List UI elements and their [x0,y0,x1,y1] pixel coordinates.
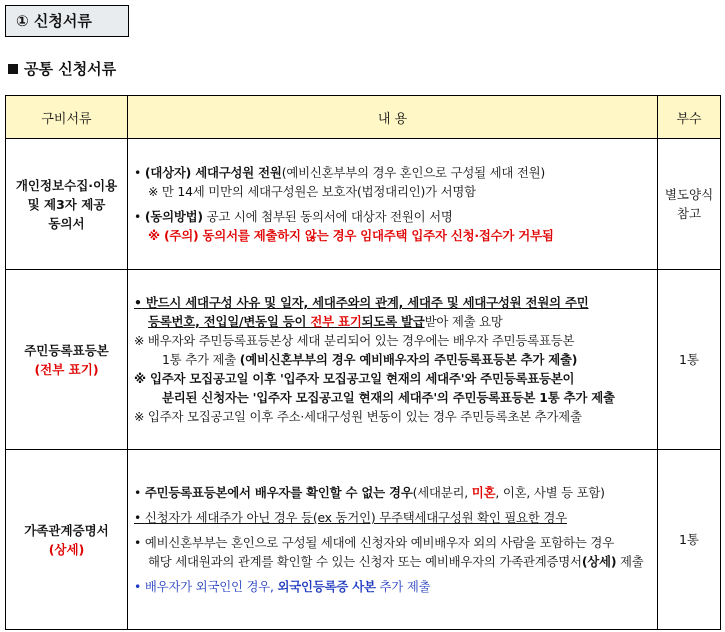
content-bold: 되도록 발급 [361,314,425,329]
doc-name-line: 가족관계증명서 [24,522,109,538]
content-text: 추가 제출 [375,579,431,594]
content-line [134,508,651,527]
bullet: • [134,165,142,180]
doc-name-line: 동의서 [48,215,85,231]
content-note: 분리된 신청자는 '입주자 모집공고일 현재의 세대주'의 주민등록표등본 1통 추가 제출 [162,390,615,405]
content-note: ※ 배우자와 주민등록표등본상 세대 분리되어 있는 경우에는 배우자 주민등록표등본 [134,333,575,348]
content-cell [128,139,658,270]
content-note: ※ 입주자 모집공고일 이후 주소·세대구성원 변동이 있는 경우 주민등록초본 추가제출 [134,409,582,424]
content-line [134,533,651,552]
content-bold: (동의방법) [144,209,203,224]
doc-name-cell [6,450,128,630]
content-line [134,552,651,571]
content-red: 미혼 [471,485,496,500]
bullet: • [134,209,142,224]
content-line [134,312,651,331]
page-title: ① 신청서류 [5,5,129,37]
content-text: 신청자가 세대주가 아닌 경우 등(ex 동거인) 무주택세대구성원 확인 필요한 경우 [144,510,567,525]
bullet: • [134,579,142,594]
count-cell [658,270,721,450]
content-bold: 반드시 세대구성 사유 및 일자, 세대주와의 관계, 세대주 및 세대구성원 전원의 주민 [145,295,589,310]
square-bullet-icon [8,64,18,74]
content-bold: (예비신혼부부의 경우 예비배우자의 주민등록표등본 추가 제출) [239,352,578,367]
content-text: (세대분리, [412,485,472,500]
documents-table [5,95,721,630]
bullet: • [134,295,142,310]
content-line [134,577,651,596]
table-row [6,139,721,270]
doc-name-line: 개인정보수집·이용 [15,177,118,193]
header-content: 내 용 [128,96,658,139]
content-bold: (상세) [581,554,617,569]
content-text: (예비신혼부부의 경우 혼인으로 구성될 세대 전원) [281,165,546,180]
content-bold: (대상자) 세대구성원 전원 [144,165,282,180]
doc-name-line: 주민등록표등본 [24,342,109,358]
content-warning: ※ (주의) 동의서를 제출하지 않는 경우 임대주택 입주자 신청·접수가 거부됨 [148,228,554,243]
doc-name-sub: (상세) [48,541,85,557]
count-line: 1통 [678,352,700,367]
header-count: 부수 [658,96,721,139]
content-bold: 외국인등록증 사본 [277,579,376,594]
content-line [134,163,651,182]
content-red: 전부 표기 [310,314,362,329]
count-cell [658,450,721,630]
count-line: 1통 [678,532,700,547]
bullet: • [134,510,142,525]
section-title [8,58,116,79]
section-title-text: 공통 신청서류 [24,60,117,78]
content-text: 공고 시에 첨부된 동의서에 대상자 전원이 서명 [202,209,453,224]
content-note: ※ 입주자 모집공고일 이후 '입주자 모집공고일 현재의 세대주'와 주민등록표등본이 [134,371,575,386]
content-text: 1통 추가 제출 [162,352,240,367]
doc-name-cell [6,139,128,270]
count-line: 별도양식 [664,187,714,202]
count-cell [658,139,721,270]
content-bold: 주민등록표등본에서 배우자를 확인할 수 없는 경우 [144,485,413,500]
count-line: 참고 [676,206,702,221]
content-text: 배우자가 외국인인 경우, [144,579,278,594]
content-line [134,483,651,502]
content-text: 해당 세대원과의 관계를 확인할 수 있는 신청자 또는 예비배우자의 가족관계증명서 [148,554,582,569]
content-text: 제출 [616,554,644,569]
content-note: ※ 만 14세 미만의 세대구성원은 보호자(법정대리인)가 서명함 [148,184,476,199]
content-text: 받아 제출 요망 [424,314,503,329]
table-row [6,270,721,450]
content-bold: 등록번호, 전입일/변동일 등이 [148,314,311,329]
bullet: • [134,535,142,550]
content-line [134,293,651,312]
content-text: 예비신혼부부는 혼인으로 구성될 세대에 신청자와 예비배우자 외의 사람을 포함하는 경우 [144,535,614,550]
content-line [134,207,651,226]
doc-name-cell [6,270,128,450]
table-row [6,450,721,630]
content-cell [128,450,658,630]
content-text: , 이혼, 사별 등 포함) [495,485,605,500]
bullet: • [134,485,142,500]
table-header-row [6,96,721,139]
header-doc: 구비서류 [6,96,128,139]
doc-name-line: 및 제3자 제공 [27,196,106,212]
doc-name-sub: (전부 표기) [34,361,99,377]
content-cell [128,270,658,450]
content-line [134,350,651,369]
